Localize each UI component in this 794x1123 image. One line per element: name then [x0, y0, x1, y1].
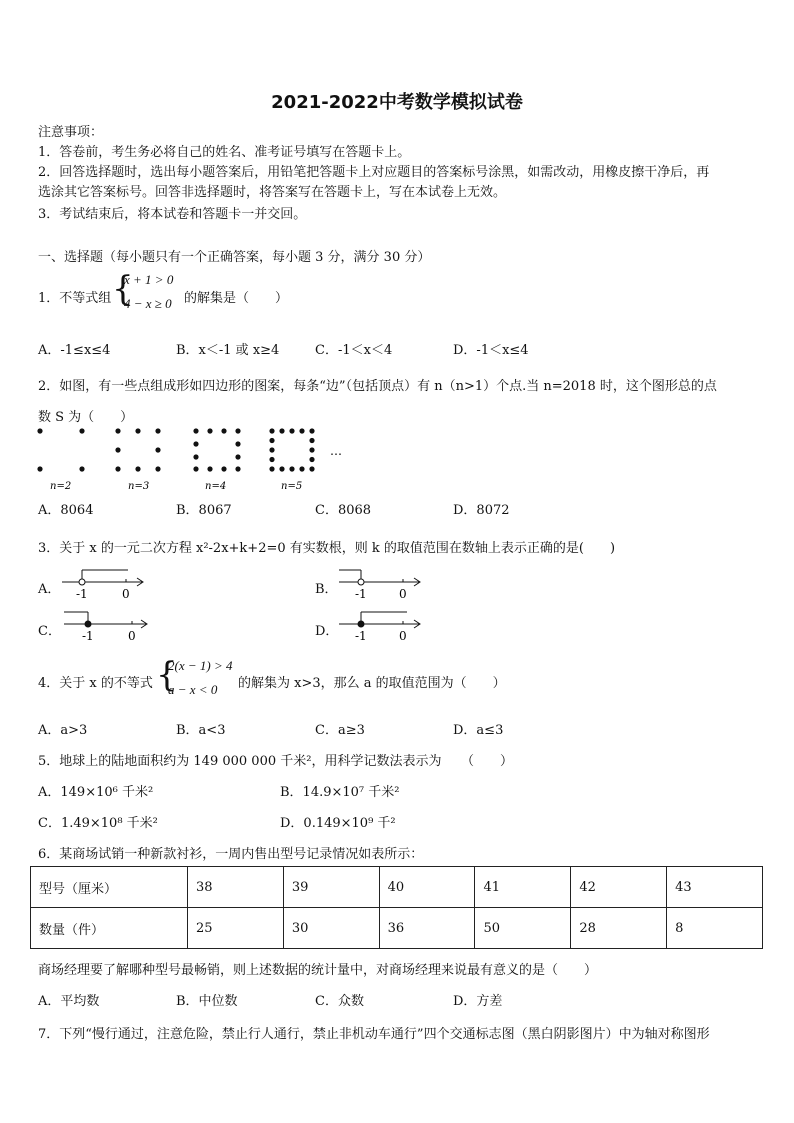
- q7-text: 7．下列“慢行通过，注意危险，禁止行人通行，禁止非机动车通行”四个交通标志图（黑白阴影图片）中为轴对称图形: [38, 1027, 710, 1042]
- q3-number-line-a: [58, 567, 148, 603]
- q1-brace: {: [112, 269, 134, 309]
- q1-ineq-2: 4 − x ≥ 0: [124, 296, 172, 311]
- q3-option-d-letter: D．: [315, 624, 339, 639]
- q4-prefix: 4．关于 x 的不等式: [38, 676, 153, 691]
- q1-option-c: C．-1＜x＜4: [315, 343, 393, 358]
- q6-text: 6．某商场试销一种新款衬衫，一周内售出型号记录情况如表所示：: [38, 847, 424, 862]
- tick-label-zero: 0: [128, 629, 136, 643]
- q1-ineq-1: x + 1 > 0: [124, 272, 174, 287]
- table-row: [31, 908, 763, 949]
- q3-number-line-c: [60, 609, 152, 645]
- q2-option-d: D．8072: [453, 503, 510, 518]
- notice-heading: 注意事项：: [38, 125, 104, 140]
- table-row: [31, 867, 763, 908]
- table-cell: 39: [283, 867, 379, 908]
- table-cell: 43: [667, 867, 763, 908]
- label-n2: n=2: [50, 481, 72, 492]
- tick-label-minus1: -1: [355, 587, 367, 601]
- dot-square-n5: [269, 428, 314, 471]
- q3-text: 3．关于 x 的一元二次方程 x²-2x+k+2=0 有实数根，则 k 的取值范围在数轴上表示正确的是( ): [38, 541, 616, 556]
- table-cell: 38: [188, 867, 284, 908]
- q6-option-a: A．平均数: [38, 994, 100, 1009]
- q1-option-a: A．-1≤x≤4: [38, 343, 111, 358]
- tick-label-zero: 0: [399, 587, 407, 601]
- page-title: 2021-2022中考数学模拟试卷: [271, 92, 523, 113]
- q3-number-line-d: [335, 609, 425, 645]
- table-cell: 50: [475, 908, 571, 949]
- table-cell: 41: [475, 867, 571, 908]
- q2-line-2: 数 S 为（ ）: [38, 410, 134, 425]
- tick-label-minus1: -1: [82, 629, 94, 643]
- q2-line-1: 2．如图，有一些点组成形如四边形的图案，每条“边”（包括顶点）有 n（n>1）个点.当 n=2018 时，这个图形总的点: [38, 379, 717, 394]
- notice-item-2b: 选涂其它答案标号。回答非选择题时，将答案写在答题卡上，写在本试卷上无效。: [38, 185, 507, 200]
- q1-suffix: 的解集是（ ）: [184, 291, 289, 306]
- dot-square-n4: [193, 428, 240, 471]
- table-cell: 42: [571, 867, 667, 908]
- label-n3: n=3: [128, 481, 150, 492]
- q3-option-b-letter: B．: [315, 582, 338, 597]
- q5-text: 5．地球上的陆地面积约为 149 000 000 千米²，用科学记数法表示为 （ ）: [38, 754, 513, 769]
- q2-option-b: B．8067: [176, 503, 232, 518]
- q4-ineq-2: a − x < 0: [168, 682, 218, 697]
- q4-option-c: C．a≥3: [315, 723, 365, 738]
- table-cell: 40: [379, 867, 475, 908]
- q6-question: 商场经理要了解哪种型号最畅销，则上述数据的统计量中，对商场经理来说最有意义的是（ ）: [38, 963, 598, 978]
- tick-label-zero: 0: [399, 629, 407, 643]
- table-cell: 25: [188, 908, 284, 949]
- notice-item-1: 1．答卷前，考生务必将自己的姓名、准考证号填写在答题卡上。: [38, 145, 411, 160]
- label-n4: n=4: [205, 481, 227, 492]
- table-cell: 36: [379, 908, 475, 949]
- q4-ineq-1: 2(x − 1) > 4: [168, 658, 233, 673]
- notice-item-3: 3．考试结束后，将本试卷和答题卡一并交回。: [38, 207, 307, 222]
- q1-option-b: B．x＜-1 或 x≥4: [176, 343, 280, 358]
- q2-option-a: A．8064: [38, 503, 94, 518]
- q6-option-d: D．方差: [453, 994, 503, 1009]
- tick-label-zero: 0: [122, 587, 130, 601]
- dot-pattern-ellipsis: …: [330, 444, 342, 458]
- q4-option-a: A．a>3: [38, 723, 88, 738]
- tick-label-minus1: -1: [355, 629, 367, 643]
- table-cell: 28: [571, 908, 667, 949]
- notice-item-2a: 2．回答选择题时，选出每小题答案后，用铅笔把答题卡上对应题目的答案标号涂黑，如需改动，用橡皮擦干净后，再: [38, 165, 710, 180]
- q4-brace: {: [156, 655, 178, 695]
- table-cell: 数量（件）: [31, 908, 188, 949]
- q5-option-c: C．1.49×10⁸ 千米²: [38, 816, 158, 831]
- q5-option-b: B．14.9×10⁷ 千米²: [280, 785, 400, 800]
- table-cell: 8: [667, 908, 763, 949]
- q3-option-a-letter: A．: [38, 582, 61, 597]
- dot-square-n2: [37, 428, 84, 471]
- q4-option-b: B．a<3: [176, 723, 226, 738]
- q3-number-line-b: [335, 567, 425, 603]
- tick-label-minus1: -1: [76, 587, 88, 601]
- q6-option-c: C．众数: [315, 994, 364, 1009]
- table-cell: 型号（厘米）: [31, 867, 188, 908]
- section-heading: 一、选择题（每小题只有一个正确答案，每小题 3 分，满分 30 分）: [38, 250, 431, 265]
- q5-option-a: A．149×10⁶ 千米²: [38, 785, 154, 800]
- table-cell: 30: [283, 908, 379, 949]
- q1-option-d: D．-1＜x≤4: [453, 343, 529, 358]
- q3-option-c-letter: C．: [38, 624, 61, 639]
- q5-option-d: D．0.149×10⁹ 千²: [280, 816, 396, 831]
- label-n5: n=5: [281, 481, 303, 492]
- dot-pattern-figure: [30, 425, 360, 495]
- dot-square-n3: [115, 428, 160, 471]
- q4-suffix: 的解集为 x>3，那么 a 的取值范围为（ ）: [238, 676, 506, 691]
- q1-prefix: 1．不等式组: [38, 291, 112, 306]
- q4-option-d: D．a≤3: [453, 723, 504, 738]
- size-sales-table: [30, 866, 763, 949]
- q2-option-c: C．8068: [315, 503, 372, 518]
- q6-option-b: B．中位数: [176, 994, 238, 1009]
